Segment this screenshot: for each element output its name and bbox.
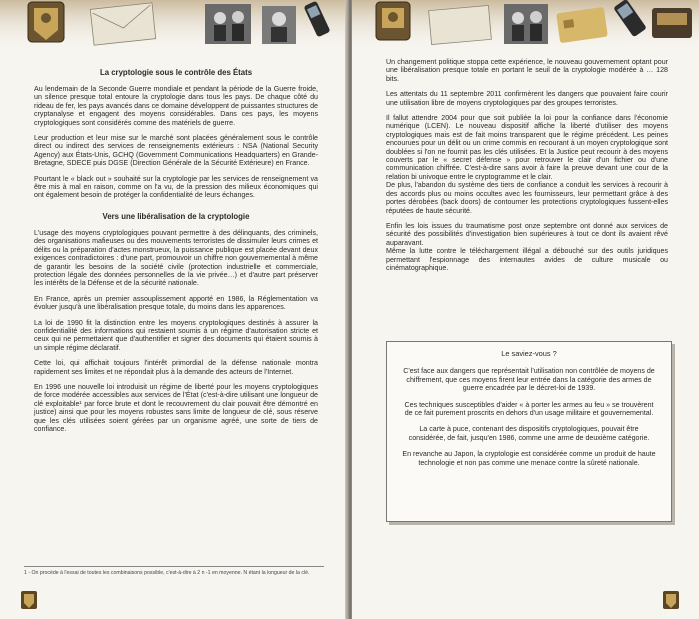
paragraph: Pourtant le « black out » souhaité sur la cryptologie par les services de renseignement va être mis à mal en raison, comme on l'a vu, de la pression des milieux économiques qui ont également besoin de protéger la confidentialité de leurs échanges. <box>34 174 318 200</box>
paragraph: L'usage des moyens cryptologiques pouvant permettre à des délinquants, des criminels, des organisations mafieuses ou des mouvements terroristes de dissimuler leurs crimes et délits ou la préparation d'actes monstrueux, la puissance publique est placée devant deux exigences contradictoires : d'une part, promouvoir un chiffre non gouvernemental à même de garantir les besoins de la société civile (protection industrielle et commerciale, protection légale des données personnelles de la vie privée…) et d'autre part préserver les intérêts de la Défense et de la sécurité nationale. <box>34 228 318 288</box>
paragraph: Même la lutte contre le téléchargement illégal a débouché sur des outils juridiques permettant l'espionnage des internautes avides de culture musicale ou cinématographique. <box>386 247 668 272</box>
paragraph: En France, après un premier assouplissement apporté en 1986, la Réglementation va évoluer jusqu'à une libéralisation presque totale, du moins dans les apparences. <box>34 294 318 312</box>
header-collage-illustration <box>352 0 699 52</box>
device-icon <box>652 8 692 38</box>
paragraph: Les attentats du 11 septembre 2011 confirmèrent les dangers que pouvaient faire courir une utilisation libre de moyens cryptologiques par des groupes terroristes. <box>386 90 668 107</box>
box-paragraph: En revanche au Japon, la cryptologie est considérée comme un produit de haute technologie et non pas comme une menace contre la sûreté nationale. <box>402 450 656 467</box>
crest-icon <box>376 2 410 40</box>
section-heading: Vers une libéralisation de la cryptologie <box>102 211 250 221</box>
footnote: 1 - On procède à l'essai de toutes les combinaisons possible, c'est-à-dire à 2 n -1 en moyenne. N étant la longueur de la clé. <box>24 566 324 576</box>
box-title: Le saviez-vous ? <box>501 349 557 358</box>
right-text-column <box>386 58 668 279</box>
box-paragraph: La carte à puce, contenant des dispositifs cryptologiques, pouvait être considérée, de fait, jusqu'en 1986, comme une arme de deuxième catégorie. <box>408 425 650 442</box>
portrait-photo-icon <box>205 4 251 44</box>
header-collage-illustration <box>0 0 347 52</box>
did-you-know-box <box>386 341 672 522</box>
envelope-icon <box>429 5 492 44</box>
crest-emblem-icon <box>18 589 40 611</box>
paragraph: La loi de 1990 fit la distinction entre les moyens cryptologiques destinés à assurer la confidentialité des informations qui restaient soumis à un régime d'autorisation stricte et ceux qui ne permettaient que d'authentifier et signer des documents qui étaient soumis à un simple régime déclaratif. <box>34 318 318 352</box>
section-heading: La cryptologie sous le contrôle des États <box>99 68 253 77</box>
paragraph: Un changement politique stoppa cette expérience, le nouveau gouvernement optant pour une libéralisation presque totale en portant le seuil de la cryptologie modérée à … 128 bits. <box>386 58 668 83</box>
right-page <box>352 0 699 619</box>
paragraph: Il fallut attendre 2004 pour que soit publiée la loi pour la confiance dans l'économie numérique (LCEN). Le nouveau dispositif affiche la liberté d'utiliser des moyens cryptologiques mais est de fait moins transparent que le régime précédent. Les peines encourues pour un délit ou un crime commis en recourant à un moyen cryptologique sont doublées si l'on ne fournit pas les clés utilisées. Et la Justice peut recourir à des moyens couverts par le « secret défense » pour retrouver le clair d'un fichier ou d'une communication chiffrée. C'est-à-dire sans avoir à faire la preuve devant une cour de la relation bi univoque entre le cryptogramme et le clair. <box>386 114 668 181</box>
box-paragraph: Ces techniques susceptibles d'aider « à porter les armes au feu » se trouvèrent de ce fait purement proscrits en dehors d'un usage militaire et gouvernemental. <box>404 400 654 418</box>
paragraph: Leur production et leur mise sur le marché sont placées généralement sous le contrôle direct ou indirect des services de renseignements extérieurs : NSA (National Security Agency) aux États-Unis, GCHQ (Government Communications Headquarters) en Grande-Bretagne, SDECE puis DGSE (Direction Générale de la Sécurité Extérieure) en France. <box>34 134 318 168</box>
header-banner-left <box>0 0 347 52</box>
paragraph: Au lendemain de la Seconde Guerre mondiale et pendant la période de la Guerre froide, un silence presque total entoure la cryptologie dans tous les pays. De chaque côté du rideau de fer, les pays avancés dans ce domaine développent de puissantes structures de cryptanalyse et engagent des moyens considérables. Dans ces pays, les moyens cryptologiques sont considérés comme des matériels de guerre. <box>34 85 318 127</box>
paragraph: De plus, l'abandon du système des tiers de confiance a conduit les services à recourir à des accords plus ou moins occultes avec les fournisseurs, leur permettant grâce à des portes dérobées (back doors) de contourner les protections cryptologiques fussent-elles réputées de haute sécurité. <box>386 181 668 215</box>
crest-icon <box>28 2 64 42</box>
portrait-photo-icon <box>504 4 548 44</box>
header-banner-right <box>352 0 699 52</box>
box-paragraph: C'est face aux dangers que représentait l'utilisation non contrôlée de moyens de chiffrement, que ces moyens firent leur entrée dans la catégorie des armes de guerre encadrée par le décret-loi de 1939. <box>403 367 655 393</box>
left-page <box>0 0 347 619</box>
paragraph: Cette loi, qui affichait toujours l'intérêt primordial de la défense nationale montra rapidement ses limites et ne répondait plus à la demande des acteurs de l'Internet. <box>34 359 318 376</box>
left-text-column <box>34 68 318 440</box>
portrait-photo-icon <box>262 6 296 44</box>
crest-emblem-icon <box>660 589 682 611</box>
paragraph: Enfin les lois issues du traumatisme post onze septembre ont donné aux services de sécurité des possibilités d'investigation bien supérieures à tout ce dont ils avaient rêvé auparavant. <box>386 221 668 247</box>
envelope-icon <box>90 3 155 45</box>
paragraph: En 1996 une nouvelle loi introduisit un régime de liberté pour les moyens cryptologiques de force modérée accessibles aux services de l'État (c'est-à-dire utilisant une longueur de clé exploitable¹ par force brute et dont le recouvrement du clair pouvait être démontré en justice) ainsi que pour les moyens robustes sans limite de longueur de clé, sous réserve que les clés utilisées soient gérées par un organisme agréé, une sorte de tiers de confiance. <box>34 382 318 433</box>
